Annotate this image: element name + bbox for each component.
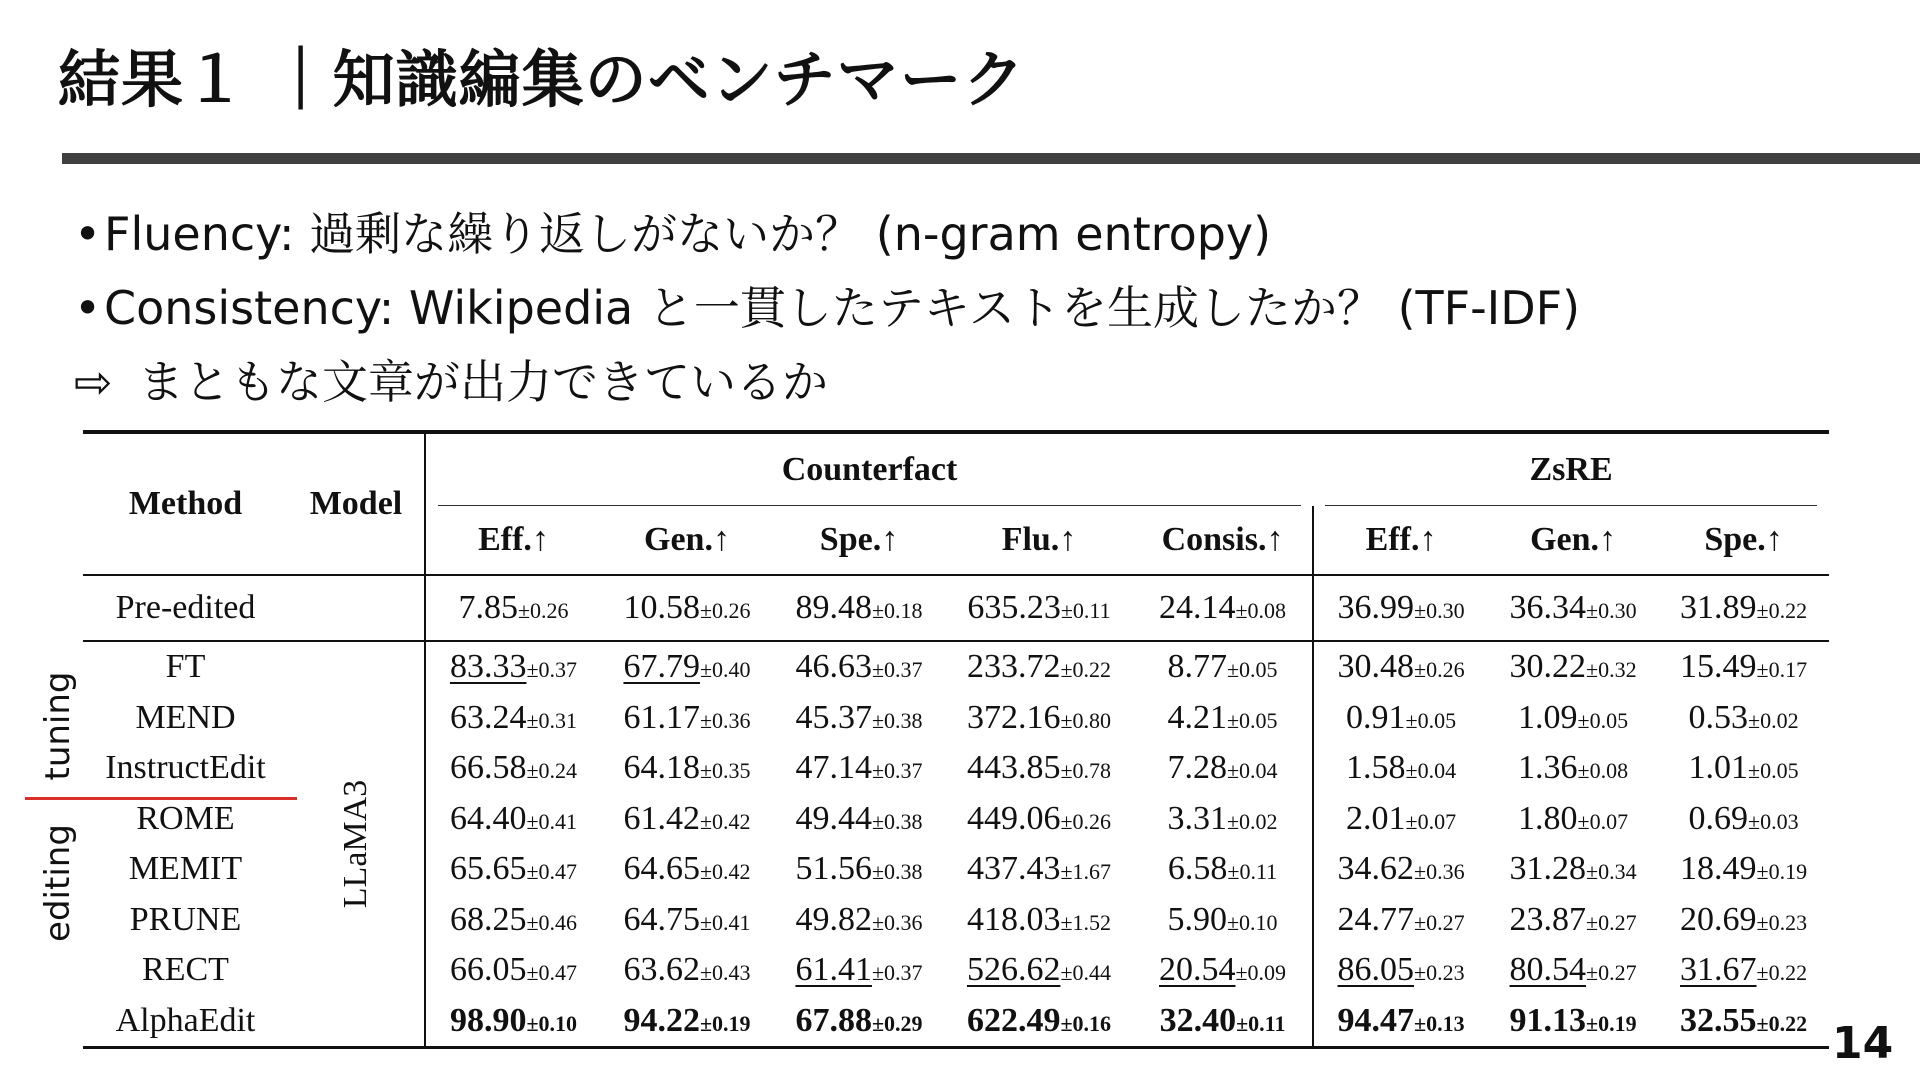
value-cell [1658, 794, 1829, 845]
table-row-pre-edited [83, 575, 1829, 641]
cell-stddev: ±0.78 [1060, 758, 1112, 784]
cell-value: 67.79 [623, 648, 700, 686]
cell-value: 49.44 [795, 799, 872, 837]
results-table [83, 430, 1829, 1049]
cell-value: 10.58 [623, 589, 700, 626]
cell-stddev: ±0.23 [1756, 909, 1808, 935]
cell-stddev: ±0.22 [1060, 657, 1112, 683]
value-cell [1133, 743, 1313, 794]
cell-value: 94.47 [1337, 1001, 1415, 1039]
bullet-fluency [74, 197, 1580, 271]
cell-stddev: ±0.08 [1235, 598, 1287, 623]
cell-stddev: ±0.19 [1756, 859, 1808, 885]
cell-stddev: ±0.41 [526, 808, 578, 834]
value-cell [1133, 575, 1313, 641]
cell-stddev: ±0.26 [699, 598, 751, 623]
cell-stddev: ±0.38 [871, 859, 923, 885]
cell-value: 36.99 [1337, 589, 1415, 626]
cell-value: 1.80 [1518, 799, 1578, 837]
value-cell [1488, 945, 1658, 996]
cell-value: 418.03 [966, 900, 1061, 938]
cell-value: 46.63 [795, 648, 872, 686]
model-cell [288, 641, 425, 1048]
value-cell [945, 693, 1133, 744]
tuning-editing-divider [25, 797, 297, 800]
value-cell [425, 794, 601, 845]
cell-stddev: ±0.17 [1756, 657, 1808, 683]
table-row [83, 641, 1829, 693]
cell-value: 68.25 [449, 900, 527, 938]
method-cell: PRUNE [129, 900, 242, 938]
cell-stddev: ±0.26 [1414, 657, 1465, 683]
cell-stddev: ±0.19 [1586, 1010, 1637, 1036]
cell-value: 49.82 [795, 900, 872, 938]
cell-stddev: ±0.38 [871, 707, 923, 733]
bullet-conclusion [74, 345, 1580, 419]
value-cell [601, 794, 773, 845]
cell-stddev: ±0.08 [1577, 758, 1629, 784]
value-cell [1133, 794, 1313, 845]
cell-value: 98.90 [449, 1001, 527, 1039]
cell-stddev: ±0.23 [1414, 960, 1465, 986]
cell-stddev: ±0.02 [1226, 808, 1278, 834]
cell-stddev: ±0.32 [1586, 657, 1637, 683]
cell-stddev: ±0.47 [526, 859, 578, 885]
value-cell [1488, 641, 1658, 693]
bullet-marker: • [74, 281, 102, 335]
value-cell [1658, 575, 1829, 641]
value-cell [945, 895, 1133, 946]
value-cell [1658, 641, 1829, 693]
value-cell [1133, 693, 1313, 744]
value-cell [1133, 844, 1313, 895]
cell-stddev: ±0.46 [526, 909, 578, 935]
cell-stddev: ±0.36 [1414, 859, 1465, 885]
cell-value: 23.87 [1509, 900, 1587, 938]
cell-value: 86.05 [1337, 951, 1415, 989]
value-cell [1658, 996, 1829, 1048]
cell-value: 47.14 [795, 749, 872, 787]
value-cell [1658, 693, 1829, 744]
bullet-text: Consistency: Wikipedia と一貫したテキストを生成したか？ (TF-IDF) [104, 281, 1581, 335]
cell-value: 32.55 [1680, 1001, 1757, 1039]
value-cell [425, 945, 601, 996]
header-metric: Eff.↑ [1313, 506, 1488, 575]
cell-value: 45.37 [795, 698, 872, 736]
value-cell [1133, 996, 1313, 1048]
cell-value: 61.17 [623, 698, 700, 736]
cell-value: 0.53 [1688, 698, 1749, 736]
cell-value: 6.58 [1167, 850, 1228, 888]
cell-value: 3.31 [1167, 799, 1227, 837]
cell-stddev: ±0.19 [699, 1010, 751, 1036]
value-cell [773, 641, 945, 693]
cell-stddev: ±0.35 [699, 758, 751, 784]
method-cell: MEMIT [128, 850, 243, 888]
cell-value: 66.58 [449, 749, 527, 787]
value-cell [425, 743, 601, 794]
header-zsre: ZsRE [1313, 432, 1829, 506]
cell-stddev: ±0.26 [517, 598, 569, 623]
cell-stddev: ±0.31 [526, 707, 578, 733]
value-cell [1313, 641, 1488, 693]
header-model: Model [288, 432, 425, 575]
cell-stddev: ±0.04 [1405, 758, 1457, 784]
cell-stddev: ±0.43 [699, 960, 751, 986]
value-cell [773, 945, 945, 996]
bullet-marker: • [74, 207, 102, 261]
cell-stddev: ±0.44 [1060, 960, 1112, 986]
value-cell [1313, 895, 1488, 946]
value-cell [1313, 575, 1488, 641]
cell-stddev: ±0.05 [1226, 707, 1278, 733]
cell-stddev: ±0.30 [1414, 598, 1465, 623]
cell-value: 61.41 [795, 951, 872, 989]
value-cell [1488, 693, 1658, 744]
cell-stddev: ±0.34 [1586, 859, 1637, 885]
cell-value: 30.48 [1337, 648, 1415, 686]
cell-stddev: ±0.16 [1060, 1010, 1112, 1036]
cell-value: 20.54 [1158, 951, 1236, 989]
cell-value: 64.18 [623, 749, 700, 787]
cell-value: 1.01 [1688, 749, 1749, 787]
value-cell [1313, 844, 1488, 895]
value-cell [1488, 895, 1658, 946]
cell-value: 51.56 [795, 850, 872, 888]
bullet-consistency [74, 271, 1580, 345]
value-cell [601, 641, 773, 693]
cell-stddev: ±0.36 [699, 707, 751, 733]
cell-value: 20.69 [1680, 900, 1757, 938]
cell-stddev: ±0.02 [1748, 707, 1799, 733]
cell-stddev: ±0.27 [1586, 960, 1637, 986]
cell-value: 622.49 [966, 1001, 1061, 1039]
bullet-text: まともな文章が出力できているか [138, 355, 828, 409]
cell-value: 526.62 [966, 951, 1061, 989]
cell-value: 372.16 [966, 698, 1061, 736]
value-cell [773, 794, 945, 845]
cell-stddev: ±0.37 [871, 960, 923, 986]
header-row-groups [83, 432, 1829, 506]
cell-value: 18.49 [1680, 850, 1757, 888]
header-metric: Consis.↑ [1133, 506, 1313, 575]
cell-stddev: ±0.18 [871, 598, 923, 623]
cell-value: 635.23 [967, 589, 1061, 626]
cell-stddev: ±0.41 [699, 909, 751, 935]
results-table-wrapper [83, 430, 1829, 1049]
value-cell [425, 895, 601, 946]
cell-value: 66.05 [449, 951, 527, 989]
cell-value: 30.22 [1509, 648, 1587, 686]
value-cell [945, 641, 1133, 693]
value-cell [1488, 794, 1658, 845]
value-cell [773, 844, 945, 895]
page-number: 14 [1832, 1018, 1894, 1069]
cell-value: 7.85 [458, 589, 518, 626]
cell-stddev: ±0.05 [1577, 707, 1629, 733]
value-cell [1488, 844, 1658, 895]
cell-stddev: ±0.37 [526, 657, 578, 683]
cell-stddev: ±0.29 [871, 1010, 923, 1036]
value-cell [601, 575, 773, 641]
cell-stddev: ±0.24 [526, 758, 578, 784]
cell-value: 1.09 [1518, 698, 1578, 736]
value-cell [945, 945, 1133, 996]
value-cell [601, 895, 773, 946]
cell-stddev: ±0.40 [699, 657, 751, 683]
bullet-list [74, 197, 1580, 419]
cell-value: 8.77 [1167, 648, 1227, 686]
model-name: LLaMA3 [337, 779, 374, 909]
cell-stddev: ±0.37 [871, 657, 923, 683]
value-cell [601, 743, 773, 794]
cell-value: 4.21 [1167, 698, 1227, 736]
value-cell [1488, 575, 1658, 641]
cell-stddev: ±1.52 [1060, 909, 1112, 935]
cell-value: 443.85 [966, 749, 1061, 787]
cell-value: 1.58 [1346, 749, 1406, 787]
cell-value: 5.90 [1167, 900, 1227, 938]
value-cell [945, 996, 1133, 1048]
cell-stddev: ±0.07 [1405, 808, 1457, 834]
cell-stddev: ±0.30 [1586, 598, 1637, 623]
cell-stddev: ±0.27 [1414, 909, 1465, 935]
value-cell [1133, 641, 1313, 693]
value-cell [1313, 996, 1488, 1048]
slide-title: 結果１ ｜知識編集のベンチマーク [58, 43, 1026, 116]
value-cell [601, 945, 773, 996]
cell-stddev: ±1.67 [1060, 859, 1112, 885]
cell-value: 64.40 [449, 799, 527, 837]
header-metric: Eff.↑ [425, 506, 601, 575]
cell-stddev: ±0.42 [699, 808, 751, 834]
model-cell-empty [288, 575, 425, 641]
cell-stddev: ±0.03 [1748, 808, 1799, 834]
cell-stddev: ±0.10 [1226, 909, 1278, 935]
cell-value: 31.67 [1680, 951, 1757, 989]
method-cell: ROME [136, 799, 235, 837]
cell-value: 437.43 [966, 850, 1061, 888]
cell-value: 36.34 [1509, 589, 1587, 626]
cell-value: 32.40 [1159, 1001, 1237, 1039]
cell-value: 31.89 [1680, 589, 1757, 626]
cell-value: 63.62 [623, 951, 700, 989]
value-cell [773, 575, 945, 641]
value-cell [1313, 693, 1488, 744]
cell-value: 61.42 [623, 799, 700, 837]
side-label-tuning: tuning [38, 671, 78, 781]
value-cell [1488, 996, 1658, 1048]
cell-value: 31.28 [1509, 850, 1587, 888]
cell-stddev: ±0.05 [1405, 707, 1457, 733]
cell-value: 449.06 [966, 799, 1061, 837]
cell-value: 7.28 [1167, 749, 1227, 787]
value-cell [1488, 743, 1658, 794]
title-underline [62, 153, 1920, 164]
cell-value: 83.33 [449, 648, 527, 686]
cell-value: 65.65 [449, 850, 527, 888]
cell-value: 91.13 [1509, 1001, 1587, 1039]
value-cell [945, 844, 1133, 895]
method-cell: FT [165, 648, 206, 686]
value-cell [601, 844, 773, 895]
cell-stddev: ±0.09 [1235, 960, 1287, 986]
cell-value: 64.75 [623, 900, 700, 938]
value-cell [945, 743, 1133, 794]
cell-stddev: ±0.26 [1060, 808, 1112, 834]
cell-value: 0.69 [1688, 799, 1749, 837]
value-cell [601, 996, 773, 1048]
value-cell [1313, 743, 1488, 794]
cell-value: 67.88 [795, 1001, 872, 1039]
value-cell [1133, 945, 1313, 996]
cell-stddev: ±0.07 [1577, 808, 1629, 834]
value-cell [425, 844, 601, 895]
cell-value: 24.14 [1158, 589, 1236, 626]
cell-stddev: ±0.42 [699, 859, 751, 885]
method-cell: InstructEdit [105, 749, 266, 787]
value-cell [1658, 844, 1829, 895]
value-cell [945, 794, 1133, 845]
method-cell: RECT [142, 951, 229, 989]
value-cell [773, 693, 945, 744]
side-label-editing: editing [38, 824, 78, 942]
value-cell [1313, 794, 1488, 845]
cell-stddev: ±0.80 [1060, 707, 1112, 733]
cell-stddev: ±0.22 [1756, 960, 1808, 986]
header-metric: Spe.↑ [773, 506, 945, 575]
cell-stddev: ±0.36 [871, 909, 923, 935]
cell-value: 24.77 [1337, 900, 1415, 938]
cell-value: 34.62 [1337, 850, 1415, 888]
cell-value: 2.01 [1346, 799, 1406, 837]
method-cell: AlphaEdit [83, 996, 288, 1048]
cell-stddev: ±0.05 [1748, 758, 1799, 784]
value-cell [425, 641, 601, 693]
table-body [83, 575, 1829, 1048]
arrow-icon: ⇨ [74, 355, 113, 409]
value-cell [773, 743, 945, 794]
value-cell [945, 575, 1133, 641]
value-cell [773, 895, 945, 946]
value-cell [425, 693, 601, 744]
cell-stddev: ±0.27 [1586, 909, 1637, 935]
cell-value: 64.65 [623, 850, 700, 888]
value-cell [1658, 945, 1829, 996]
header-metric: Gen.↑ [1488, 506, 1658, 575]
cell-stddev: ±0.11 [1060, 598, 1111, 623]
value-cell [773, 996, 945, 1048]
cell-stddev: ±0.22 [1756, 598, 1808, 623]
method-cell: MEND [135, 698, 236, 736]
cell-stddev: ±0.10 [526, 1010, 578, 1036]
bullet-text: Fluency: 過剰な繰り返しがないか？ (n-gram entropy) [104, 207, 1272, 261]
cell-stddev: ±0.04 [1226, 758, 1278, 784]
cell-stddev: ±0.22 [1756, 1010, 1808, 1036]
header-metric: Spe.↑ [1658, 506, 1829, 575]
cell-value: 233.72 [966, 648, 1061, 686]
cell-value: 89.48 [795, 589, 872, 626]
cell-stddev: ±0.47 [526, 960, 578, 986]
value-cell [1313, 945, 1488, 996]
value-cell [601, 693, 773, 744]
value-cell [1658, 743, 1829, 794]
cell-stddev: ±0.38 [871, 808, 923, 834]
cell-stddev: ±0.05 [1226, 657, 1278, 683]
cell-value: 63.24 [449, 698, 527, 736]
cell-stddev: ±0.11 [1227, 859, 1278, 885]
method-cell: Pre-edited [83, 575, 288, 641]
value-cell [425, 575, 601, 641]
value-cell [1658, 895, 1829, 946]
cell-value: 0.91 [1346, 698, 1406, 736]
cell-value: 80.54 [1509, 951, 1587, 989]
header-counterfact: Counterfact [425, 432, 1313, 506]
cell-value: 94.22 [623, 1001, 700, 1039]
cell-stddev: ±0.13 [1414, 1010, 1465, 1036]
header-metric: Flu.↑ [945, 506, 1133, 575]
header-method: Method [83, 432, 288, 575]
cell-value: 15.49 [1680, 648, 1757, 686]
cell-stddev: ±0.37 [871, 758, 923, 784]
header-metric: Gen.↑ [601, 506, 773, 575]
cell-value: 1.36 [1518, 749, 1578, 787]
value-cell [1133, 895, 1313, 946]
value-cell [425, 996, 601, 1048]
cell-stddev: ±0.11 [1236, 1010, 1286, 1036]
